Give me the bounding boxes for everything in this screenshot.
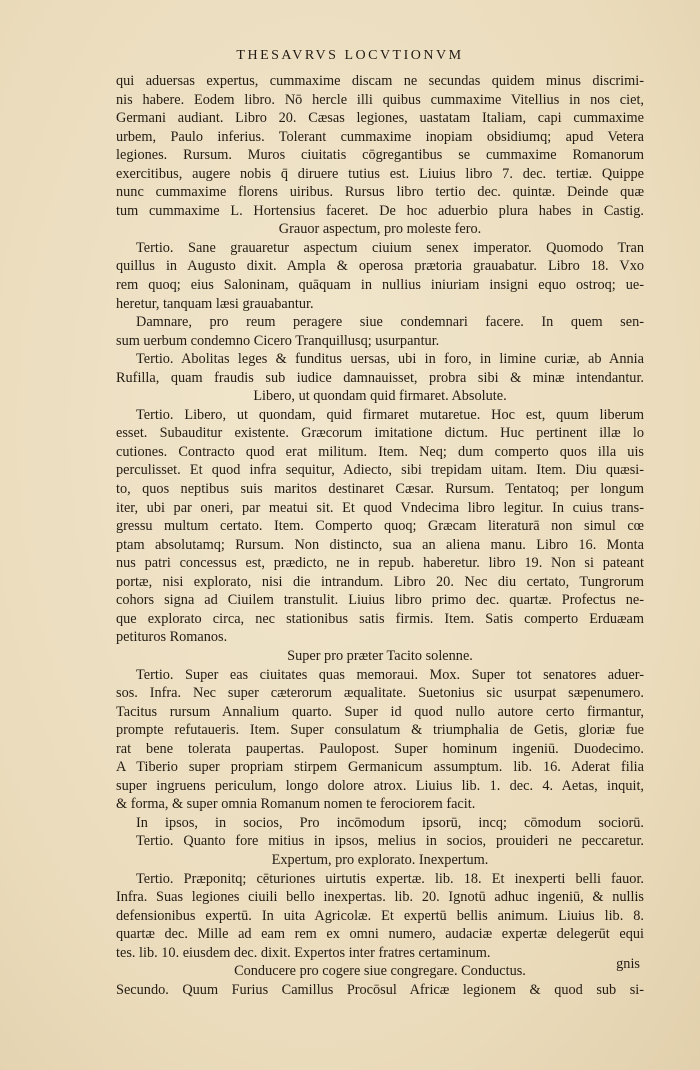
text-line: perculisset. Et quod infra sequitur, Adiecto, sibi trepidam uitam. Item. Diu quæsi- <box>116 462 644 479</box>
text-line: Damnare, pro reum peragere siue condemnari facere. In quem sen- <box>136 314 644 331</box>
text-line: quillus in Augusto dixit. Ampla & operosa prætoria grauabatur. Libro 18. Vxo <box>116 258 644 275</box>
text-line: legiones. Rursum. Muros ciuitatis cōgregantibus se cummaxime Romanorum <box>116 147 644 164</box>
text-line: petituros Romanos. <box>116 629 228 646</box>
text-line: nunc cummaxime florens uiribus. Rursus libro tertio dec. quintæ. Deinde quæ <box>116 184 644 201</box>
text-line: ptam absolutamq; Rursum. Non distincto, sua an aliena manu. Libro 16. Monta <box>116 536 644 553</box>
text-line: tes. lib. 10. eiusdem dec. dixit. Expertos inter fratres certaminum. <box>116 944 491 961</box>
text-line: Tertio. Super eas ciuitates quas memoraui. Mox. Super tot senatores aduer- <box>136 666 644 683</box>
text-line: iter, ubi par oneri, par meatui sit. Et quod Vndecima libro legitur. In cuius trans- <box>116 499 644 516</box>
text-line: super ingruens periculum, longo dolore atrox. Liuius lib. 1. dec. 4. Aetas, inquit, <box>116 777 644 794</box>
text-line: Tertio. Sane grauaretur aspectum ciuium senex imperator. Quomodo Tran <box>136 239 644 256</box>
body-text <box>116 72 644 999</box>
text-line: Tertio. Abolitas leges & funditus uersas, ubi in foro, in limine curiæ, ab Annia <box>136 351 644 368</box>
text-line: tum cummaxime L. Hortensius faceret. De hoc aduerbio plura habes in Castig. <box>116 202 644 219</box>
text-line: exercitibus, augere nobis q̄ diruere tutius est. Liuius libro 7. dec. tertiæ. Quippe <box>116 165 644 182</box>
text-line: Tertio. Præponitq; cēturiones uirtutis expertæ. lib. 18. Et inexperti belli fauor. <box>136 870 644 887</box>
text-line: cutiones. Contracto quod erat militum. Item. Neq; dum comperto quos illa uis <box>116 443 644 460</box>
text-line: Tertio. Libero, ut quondam, quid firmaret mutaretue. Hoc est, quum liberum <box>136 406 644 423</box>
text-line: qui aduersas expertus, cummaxime discam ne secundas quidem minus discrimi- <box>116 73 644 89</box>
text-line: nus patri concessus est, prædicto, ne in repub. haberetur. libro 19. Non si pateant <box>116 555 644 572</box>
text-line: gressu multum certato. Item. Comperto quoq; Græcam literaturā non simul cœ <box>116 518 644 535</box>
text-line: In ipsos, in socios, Pro incōmodum ipsorū, incq; cōmodum sociorū. <box>136 814 644 831</box>
text-line: Germani audiant. Libro 20. Cæsas legiones, uastatam Italiam, capi cummaxime <box>116 110 644 127</box>
text-line: Tacitus rursum Annalium quarto. Super id quod nullo autore certo firmantur, <box>116 703 644 720</box>
text-line: & forma, & super omnia Romanum nomen te ferociorem facit. <box>116 796 476 813</box>
catchword: gnis <box>616 956 640 972</box>
text-line: que explorato circa, nec stationibus satis firmis. Item. Satis comperto Erduæam <box>116 610 644 627</box>
text-line: Super pro præter Tacito solenne. <box>287 647 473 664</box>
text-line: Rufilla, quam fraudis sub iudice damnauisset, probra sibi & minæ intendantur. <box>116 369 644 386</box>
text-line: Expertum, pro explorato. Inexpertum. <box>271 851 489 868</box>
text-line: A Tiberio super propriam stirpem Germanicum assumptum. lib. 16. Aderat filia <box>116 759 644 776</box>
text-line: quartæ dec. Mille ad eam rem ex omni numero, audaciæ expertæ delegerūt equi <box>116 926 644 943</box>
text-line: sum uerbum condemno Cicero Tranquillusq; usurpantur. <box>116 332 440 349</box>
text-line: nis habere. Eodem libro. Nō hercle illi quibus cummaxime Vitellius in nos ciet, <box>116 91 644 108</box>
text-line: rem quoq; eius Saloninam, quāquam in nullius iniuriam insigni equo ostroq; ue- <box>116 277 644 294</box>
text-line: esset. Subauditur existente. Græcorum imitatione dictum. Huc pertinent illæ lo <box>116 425 644 442</box>
text-line: rat bene tolerata paupertas. Paulopost. Super hominum ingeniū. Duodecimo. <box>116 740 644 757</box>
text-line: portæ, nisi explorato, nisi die intrandum. Libro 20. Nec diu certato, Tungrorum <box>116 573 644 590</box>
text-line: heretur, tanquam læsi grauabantur. <box>116 295 314 312</box>
text-line: defensionibus expertū. In uita Agricolæ. Et expertū bellis animum. Liuius lib. 8. <box>116 907 644 924</box>
text-line: sos. Infra. Nec super cæterorum æqualitate. Suetonius sic usurpat sæpenumero. <box>116 685 644 702</box>
running-header: THESAVRVS LOCVTIONVM <box>236 48 464 63</box>
text-line: Libero, ut quondam quid firmaret. Absolute. <box>253 388 507 405</box>
text-line: Conducere pro cogere siue congregare. Conductus. <box>234 963 526 980</box>
text-line: prompte refutaueris. Item. Super consulatum & triumphalia de Getis, gloriæ fue <box>116 722 644 739</box>
text-line: Secundo. Quum Furius Camillus Procōsul Africæ legionem & quod sub si- <box>116 981 644 998</box>
text-line: urbem, Paulo inferius. Tolerant cummaxime inopiam obsidiumq; apud Vetera <box>116 128 644 145</box>
text-line: Infra. Suas legiones ciuili bello inexpertas. lib. 20. Ignotū adhuc ingeniū, & nullis <box>116 889 644 906</box>
text-line: to, quos neptibus suis maritos destinaret Cæsar. Rursum. Tentatoq; per longum <box>116 481 644 498</box>
text-line: Grauor aspectum, pro moleste fero. <box>278 221 482 238</box>
text-line: cohors signa ad Ciuilem transtulit. Liuius libro primo dec. quartæ. Profectus ne- <box>116 592 644 609</box>
text-line: Tertio. Quanto fore mitius in ipsos, melius in socios, prouideri ne peccaretur. <box>136 833 644 850</box>
